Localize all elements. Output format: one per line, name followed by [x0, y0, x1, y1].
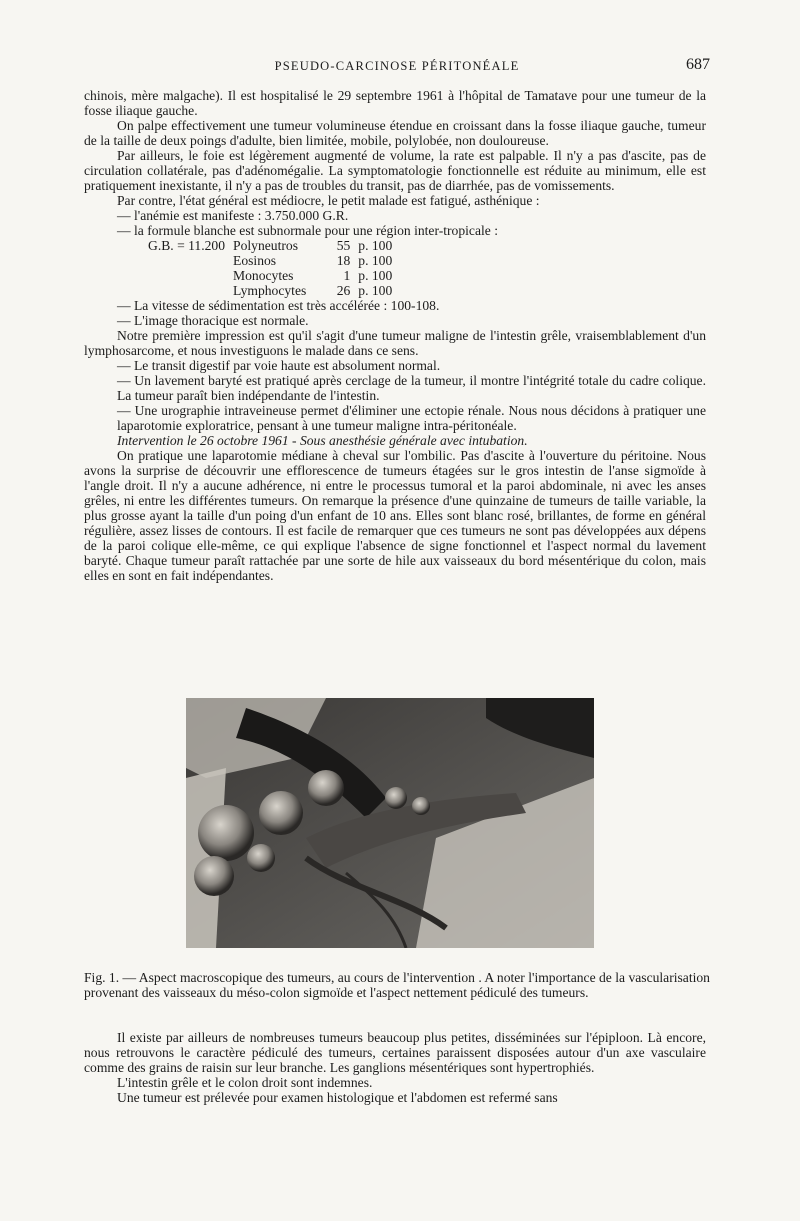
- figure-caption-text: — Aspect macroscopique des tumeurs, au cours de l'intervention . A noter l'importance de la vascularisation provenant des vaisseaux du méso-colon sigmoïde et l'aspect nettement pédiculé des tumeurs.: [84, 970, 710, 1000]
- table-cell-value: 1: [343, 268, 351, 283]
- photo-illustration: [186, 698, 594, 948]
- list-item: — la formule blanche est subnormale pour une région inter-tropicale :: [117, 223, 498, 238]
- table-cell: Eosinos: [233, 253, 277, 268]
- table-row: [144, 283, 396, 298]
- list-item: — Un lavement baryté est pratiqué après cerclage de la tumeur, il montre l'intégrité totale du cadre colique. La tumeur paraît bien indépendante de l'intestin.: [117, 373, 706, 403]
- paragraph: Par ailleurs, le foie est légèrement augmenté de volume, la rate est palpable. Il n'y a pas d'ascite, pas de circulation collatérale, pas d'adénomégalie. La symptomatologie fonctionnelle est réduite au minimum, elle est pratiquement inexistante, il n'y a pas de troubles du transit, pas de diarrhée, pas de vomissements.: [84, 148, 706, 193]
- table-cell-unit: p. 100: [358, 238, 393, 253]
- table-cell-unit: p. 100: [358, 283, 393, 298]
- table-row: [144, 238, 396, 253]
- table-cell-unit: p. 100: [358, 268, 393, 283]
- paragraph: L'intestin grêle et le colon droit sont indemnes.: [117, 1075, 373, 1090]
- paragraph: Une tumeur est prélevée pour examen histologique et l'abdomen est refermé sans: [117, 1090, 558, 1105]
- table-row: [144, 253, 396, 268]
- table-cell-value: 26: [336, 283, 351, 298]
- table-row: [144, 268, 396, 283]
- paragraph: Il existe par ailleurs de nombreuses tumeurs beaucoup plus petites, disséminées sur l'épiploon. Là encore, nous retrouvons le caractère pédiculé des tumeurs, certaines paraissent disposées autour d'un axe vasculaire comme des grains de raisin sur leur branche. Les ganglions mésentériques sont hypertrophiés.: [84, 1030, 706, 1075]
- table-cell-unit: p. 100: [358, 253, 393, 268]
- figure-label: Fig. 1.: [84, 970, 120, 985]
- paragraph: On pratique une laparotomie médiane à cheval sur l'ombilic. Pas d'ascite à l'ouverture du péritoine. Nous avons la surprise de découvrir une efflorescence de tumeurs étagées sur le gros intestin de l'anse sigmoïde à l'angle droit. Il n'y a aucune adhérence, ni entre le processus tumoral et la paroi abdominale, ni avec les anses grêles, ni entre les différentes tumeurs. On remarque la présence d'une quinzaine de tumeurs de taille variable, la plus grosse ayant la taille d'un poing d'un enfant de 10 ans. Elles sont blanc rosé, brillantes, de forme en général régulière, assez lisses de contours. Il est facile de remarquer que ces tumeurs ne sont pas développées aux dépens de la paroi colique elle-même, ce qui explique l'absence de signe fonctionnel et l'aspect normal du lavement baryté. Chaque tumeur paraît rattachée par une sorte de hile aux vaisseaux du bord mésentérique du colon, mais elles en sont en fait indépendantes.: [84, 448, 706, 583]
- figure-caption: [84, 970, 710, 1000]
- table-cell: Monocytes: [233, 268, 294, 283]
- page-number: 687: [686, 56, 710, 73]
- list-item: — Une urographie intraveineuse permet d'éliminer une ectopie rénale. Nous nous décidons à pratiquer une laparotomie exploratrice, pensant à une tumeur maligne intra-péritonéale.: [117, 403, 706, 433]
- list-item: — La vitesse de sédimentation est très accélérée : 100-108.: [117, 298, 440, 313]
- paragraph: On palpe effectivement une tumeur volumineuse étendue en croissant dans la fosse iliaque gauche, tumeur de la taille de deux poings d'adulte, bien limitée, mobile, polylobée, non douloureuse.: [84, 118, 706, 148]
- table-cell: Lymphocytes: [233, 283, 307, 298]
- table-cell-value: 55: [336, 238, 351, 253]
- paragraph: Notre première impression est qu'il s'agit d'une tumeur maligne de l'intestin grêle, vraisemblablement d'un lymphosarcome, et nous investiguons le malade dans ce sens.: [84, 328, 706, 358]
- page-header: [84, 56, 710, 76]
- surgical-photograph: [186, 698, 594, 948]
- table-cell: Polyneutros: [233, 238, 298, 253]
- section-heading: Intervention le 26 octobre 1961 - Sous anesthésie générale avec intubation.: [117, 433, 528, 448]
- list-item: — L'image thoracique est normale.: [117, 313, 309, 328]
- blood-formula-table: [144, 238, 396, 298]
- list-item: — Le transit digestif par voie haute est absolument normal.: [117, 358, 441, 373]
- body-text: [84, 88, 706, 583]
- list-item: — l'anémie est manifeste : 3.750.000 G.R.: [117, 208, 349, 223]
- table-cell-value: 18: [336, 253, 351, 268]
- formula-prefix: G.B. = 11.200: [148, 238, 226, 253]
- body-text-continued: [84, 1030, 706, 1105]
- running-title: PSEUDO-CARCINOSE PÉRITONÉALE: [274, 59, 520, 73]
- paragraph: chinois, mère malgache). Il est hospitalisé le 29 septembre 1961 à l'hôpital de Tamatave pour une tumeur de la fosse iliaque gauche.: [84, 88, 706, 118]
- paragraph: Par contre, l'état général est médiocre, le petit malade est fatigué, asthénique :: [117, 193, 540, 208]
